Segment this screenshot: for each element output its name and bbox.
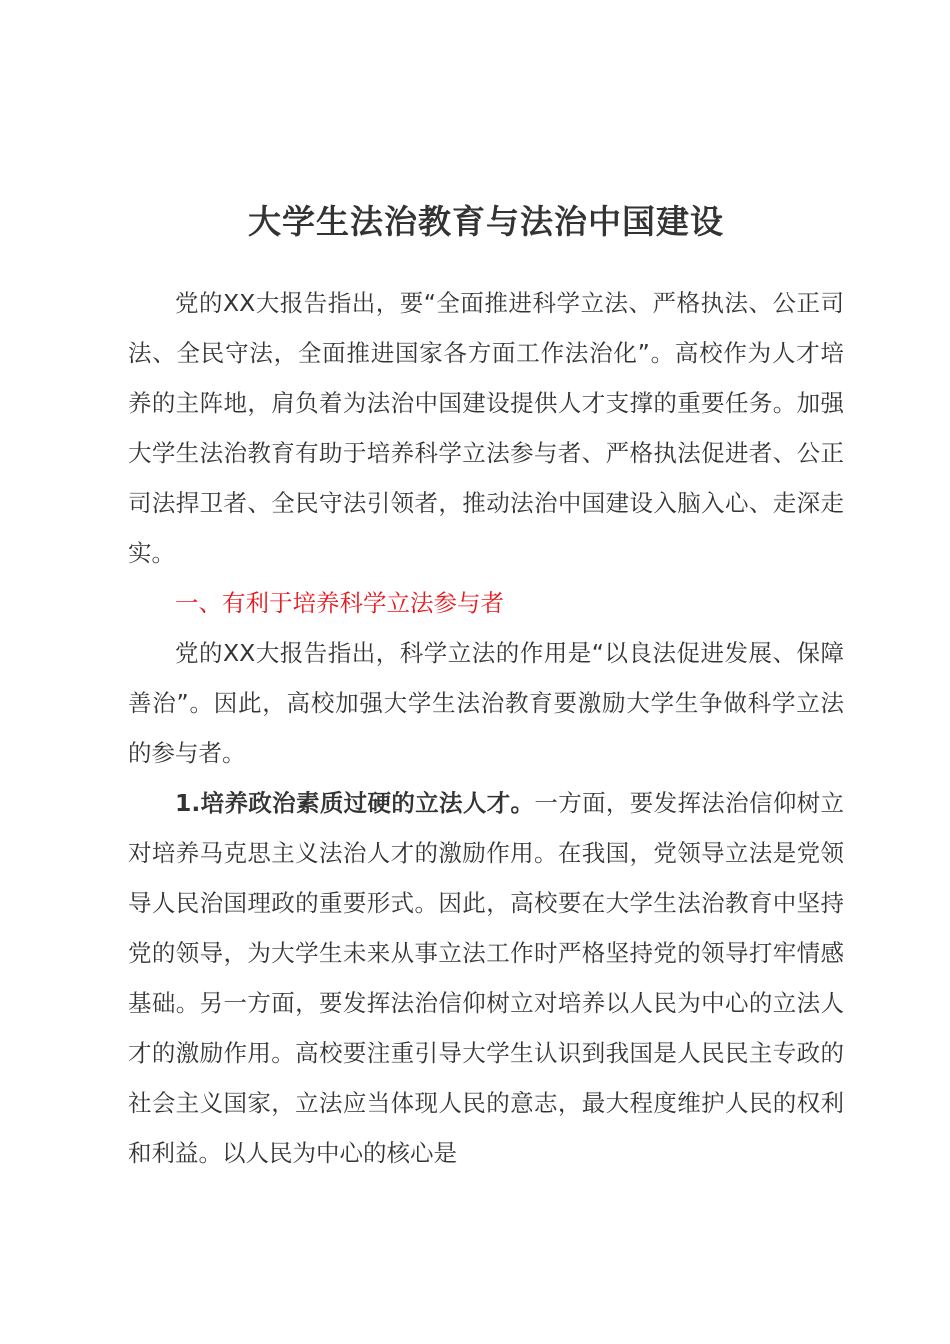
document-body [128, 198, 844, 1178]
point-1-body: 一方面，要发挥法治信仰树立对培养马克思主义法治人才的激励作用。在我国，党领导立法是党领导人民治国理政的重要形式。因此，高校要在大学生法治教育中坚持党的领导，为大学生未来从事立法工作时严格坚持党的领导打牢情感基础。另一方面，要发挥法治信仰树立对培养以人民为中心的立法人才的激励作用。高校要注重引导大学生认识到我国是人民民主专政的社会主义国家，立法应当体现人民的意志，最大程度维护人民的权利和利益。以人民为中心的核心是 [128, 789, 845, 1167]
document-title: 大学生法治教育与法治中国建设 [248, 202, 724, 241]
section-1-paragraph: 党的XX大报告指出，科学立法的作用是“以良法促进发展、保障善治”。因此，高校加强大学生法治教育要激励大学生争做科学立法的参与者。 [128, 639, 844, 767]
point-1-paragraph [128, 778, 844, 1178]
intro-paragraph: 党的XX大报告指出，要“全面推进科学立法、严格执法、公正司法、全民守法，全面推进国家各方面工作法治化”。高校作为人才培养的主阵地，肩负着为法治中国建设提供人才支撑的重要任务。加强大学生法治教育有助于培养科学立法参与者、严格执法促进者、公正司法捍卫者、全民守法引领者，推动法治中国建设入脑入心、走深走实。 [128, 289, 844, 567]
point-1-title: 1.培养政治素质过硬的立法人才。 [175, 789, 535, 817]
section-heading-1: 一、有利于培养科学立法参与者 [175, 589, 504, 617]
